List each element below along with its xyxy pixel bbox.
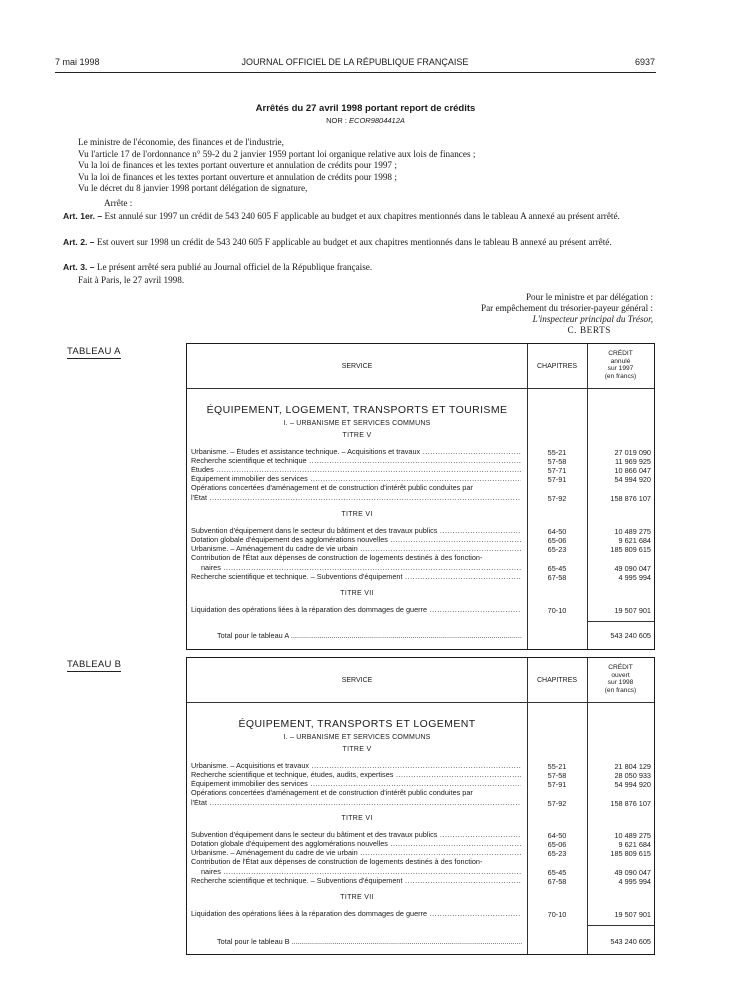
running-header — [55, 57, 655, 71]
article-3-label: Art. 3. – — [63, 262, 95, 272]
table-b-label — [67, 659, 121, 672]
table-a-label — [67, 346, 121, 359]
chapter-cell: 57-92 — [547, 494, 567, 503]
nor-label: NOR : — [326, 116, 347, 125]
chapter-cell: 65-23 — [547, 849, 567, 858]
signature-line: Pour le ministre et par délégation : — [525, 292, 653, 302]
col-header-chapitres: CHAPITRES — [536, 363, 578, 370]
credit-header-line: (en francs) — [604, 686, 637, 694]
amount-cell: 9 621 684 — [618, 536, 651, 545]
total-rule — [587, 621, 654, 622]
table-row: Recherche scientifique et technique ..... — [191, 457, 521, 465]
chapter-cell: 55-21 — [547, 448, 567, 457]
titre-heading: TITRE VII — [340, 590, 374, 597]
signature-title: L'inspecteur principal du Trésor, — [532, 314, 653, 324]
col-header-chapitres: CHAPITRES — [536, 677, 578, 684]
chapter-cell: 65-23 — [547, 545, 567, 554]
credit-header-line: ouvert — [611, 671, 630, 679]
amount-cell: 185 809 615 — [610, 849, 651, 858]
arrete-word: Arrête : — [104, 198, 133, 208]
table-row: Urbanisme. – Acquisitions et travaux ..... — [191, 762, 521, 770]
table-row: Dotation globale d'équipement des agglomérations nouvelles ..... — [191, 536, 521, 544]
table-row: Urbanisme. – Aménagement du cadre de vie urbain ..... — [191, 849, 521, 857]
table-row: Urbanisme. – Aménagement du cadre de vie urbain ..... — [191, 545, 521, 553]
article-1-text: Est annulé sur 1997 un crédit de 543 240 605 F applicable au budget et aux chapitres mentionnés dans le tableau A annexé au présent arrêté. — [104, 211, 620, 221]
article-2-label: Art. 2. – — [63, 237, 95, 247]
section-title: ÉQUIPEMENT, TRANSPORTS ET LOGEMENT — [238, 718, 476, 730]
header-rule — [55, 72, 656, 73]
amount-cell: 185 809 615 — [610, 545, 651, 554]
article-1 — [63, 211, 655, 222]
nor-reference — [0, 116, 731, 125]
amount-cell: 54 994 920 — [614, 780, 651, 789]
article-3-text: Le présent arrêté sera publié au Journal officiel de la République française. — [96, 262, 373, 272]
chapter-cell: 57-71 — [547, 466, 567, 475]
amount-cell: 27 019 090 — [614, 448, 651, 457]
decree-title: Arrêtés du 27 avril 1998 portant report de crédits — [255, 103, 476, 114]
chapter-cell: 65-06 — [547, 536, 567, 545]
total-rule — [587, 925, 654, 926]
credit-header-line: sur 1997 — [607, 365, 634, 373]
chapter-cell: 64-50 — [547, 527, 567, 536]
credit-header-line: (en francs) — [604, 372, 637, 380]
titre-heading: TITRE V — [342, 746, 372, 753]
table-row: Subvention d'équipement dans le secteur du bâtiment et des travaux publics ..... — [191, 527, 521, 535]
col-header-service: SERVICE — [341, 363, 373, 370]
titre-heading: TITRE VI — [341, 511, 373, 518]
amount-cell: 158 876 107 — [610, 799, 651, 808]
chapter-cell: 67-58 — [547, 877, 567, 886]
amount-cell: 28 050 933 — [614, 771, 651, 780]
amount-cell: 158 876 107 — [610, 494, 651, 503]
article-2 — [63, 237, 655, 248]
chapter-cell: 70-10 — [547, 910, 567, 919]
table-a-label-text: TABLEAU A — [67, 346, 121, 357]
section-title: ÉQUIPEMENT, LOGEMENT, TRANSPORTS ET TOURISME — [206, 404, 508, 416]
table-row-line1: Contribution de l'État aux dépenses de construction de logements destinés à des fonction- — [191, 553, 483, 562]
table-b — [186, 657, 655, 955]
article-3 — [63, 262, 655, 273]
amount-cell: 10 489 275 — [614, 831, 651, 840]
table-row: Recherche scientifique et technique. – Subventions d'équipement ..... — [191, 877, 521, 885]
fait-a-paris: Fait à Paris, le 27 avril 1998. — [78, 275, 185, 285]
amount-cell: 4 995 994 — [618, 573, 651, 582]
chapter-cell: 65-06 — [547, 840, 567, 849]
credit-header-line: CRÉDIT — [608, 350, 633, 357]
table-row: Études ..... — [191, 466, 521, 474]
amount-cell: 49 090 047 — [614, 868, 651, 877]
chapter-cell: 57-91 — [547, 780, 567, 789]
table-row: Recherche scientifique et technique. – Subventions d'équipement ..... — [191, 573, 521, 581]
header-divider — [187, 702, 654, 703]
credit-header-line: sur 1998 — [607, 679, 634, 687]
table-row: Urbanisme. – Études et assistance technique. – Acquisitions et travaux ..... — [191, 448, 521, 456]
amount-cell: 49 090 047 — [614, 564, 651, 573]
subsection-title: I. – URBANISME ET SERVICES COMMUNS — [283, 420, 431, 427]
chapter-cell: 57-91 — [547, 475, 567, 484]
preamble-line: Vu la loi de finances et les textes portant ouverture et annulation de crédits pour 1998 ; — [78, 172, 397, 182]
table-row: Dotation globale d'équipement des agglomérations nouvelles ..... — [191, 840, 521, 848]
header-divider — [187, 388, 654, 389]
article-1-label: Art. 1er. – — [63, 211, 103, 221]
chapter-cell: 67-58 — [547, 573, 567, 582]
table-row: naires ..... — [201, 564, 521, 572]
chapter-cell: 70-10 — [547, 606, 567, 615]
titre-heading: TITRE V — [342, 432, 372, 439]
header-journal-title: JOURNAL OFFICIEL DE LA RÉPUBLIQUE FRANÇAISE — [241, 57, 469, 67]
amount-cell: 9 621 684 — [618, 840, 651, 849]
table-row-line1: Contribution de l'État aux dépenses de construction de logements destinés à des fonction- — [191, 857, 483, 866]
chapter-cell: 57-58 — [547, 457, 567, 466]
credit-header-line: annulé — [610, 357, 631, 365]
table-row: Subvention d'équipement dans le secteur du bâtiment et des travaux publics ..... — [191, 831, 521, 839]
chapter-cell: 55-21 — [547, 762, 567, 771]
amount-cell: 54 994 920 — [614, 475, 651, 484]
table-row: Liquidation des opérations liées à la réparation des dommages de guerre ..... — [191, 606, 521, 614]
table-row: l'État ..... — [191, 799, 521, 807]
table-row-line1: Opérations concertées d'aménagement et de construction d'intérêt public conduites par — [191, 483, 473, 492]
chapter-cell: 65-45 — [547, 868, 567, 877]
chapter-cell: 64-50 — [547, 831, 567, 840]
amount-cell: 11 969 925 — [615, 457, 651, 466]
col-header-service: SERVICE — [341, 677, 373, 684]
titre-heading: TITRE VI — [341, 815, 373, 822]
table-row: l'État ..... — [191, 494, 521, 502]
col-header-credit — [587, 350, 654, 380]
total-row: Total pour le tableau A ..... — [217, 631, 522, 640]
table-a — [186, 343, 655, 650]
table-row-line1: Opérations concertées d'aménagement et de construction d'intérêt public conduites par — [191, 788, 473, 797]
table-row: naires ..... — [201, 868, 521, 876]
total-row: Total pour le tableau B ..... — [217, 937, 522, 946]
chapter-cell: 65-45 — [547, 564, 567, 573]
credit-header-line: CRÉDIT — [608, 664, 633, 671]
amount-cell: 21 804 129 — [614, 762, 651, 771]
titre-heading: TITRE VII — [340, 894, 374, 901]
amount-cell: 4 995 994 — [618, 877, 651, 886]
preamble-line: Vu le décret du 8 janvier 1998 portant délégation de signature, — [78, 183, 308, 193]
chapter-cell: 57-92 — [547, 799, 567, 808]
signature-line: Par empêchement du trésorier-payeur général : — [480, 303, 653, 313]
amount-cell: 19 507 901 — [614, 910, 651, 919]
subsection-title: I. – URBANISME ET SERVICES COMMUNS — [283, 734, 431, 741]
table-row: Équipement immobilier des services ..... — [191, 475, 521, 483]
preamble-line: Vu l'article 17 de l'ordonnance n° 59-2 du 2 janvier 1959 portant loi organique relative aux lois de finances ; — [78, 149, 476, 159]
table-row: Liquidation des opérations liées à la réparation des dommages de guerre ..... — [191, 910, 521, 918]
amount-cell: 10 866 047 — [614, 466, 651, 475]
table-b-label-text: TABLEAU B — [67, 659, 122, 670]
signatory-name: C. BERTS — [567, 325, 611, 335]
table-row: Recherche scientifique et technique, études, audits, expertises ..... — [191, 771, 521, 779]
article-2-text: Est ouvert sur 1998 un crédit de 543 240 605 F applicable au budget et aux chapitres mentionnés dans le tableau B annexé au présent arrêté. — [96, 237, 612, 247]
preamble-line: Vu la loi de finances et les textes portant ouverture et annulation de crédits pour 1997 ; — [78, 160, 397, 170]
chapter-cell: 57-58 — [547, 771, 567, 780]
amount-cell: 10 489 275 — [614, 527, 651, 536]
preamble-line: Le ministre de l'économie, des finances et de l'industrie, — [78, 137, 284, 147]
nor-value: ECOR9804412A — [349, 116, 405, 125]
total-amount: 543 240 605 — [610, 631, 651, 640]
amount-cell: 19 507 901 — [614, 606, 651, 615]
table-row: Équipement immobilier des services ..... — [191, 780, 521, 788]
header-date: 7 mai 1998 — [55, 57, 100, 67]
col-header-credit — [587, 664, 654, 694]
header-page-number: 6937 — [634, 57, 655, 67]
total-amount: 543 240 605 — [610, 937, 651, 946]
